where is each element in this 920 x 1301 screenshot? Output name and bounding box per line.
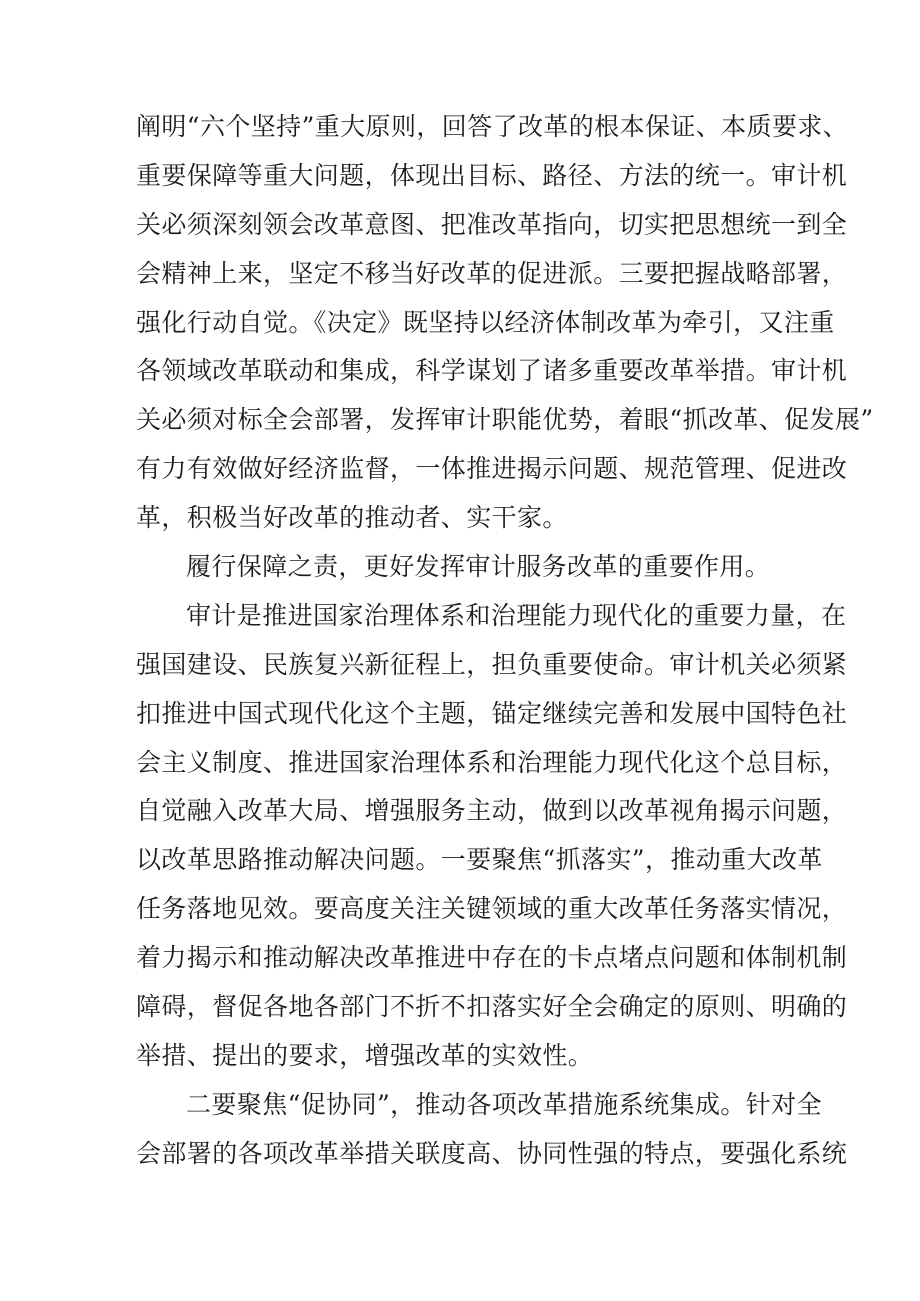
text-line: 举措、提出的要求，增强改革的实效性。 <box>136 1040 594 1070</box>
text-line: 履行保障之责，更好发挥审计服务改革的重要作用。 <box>186 552 771 582</box>
text-line: 强国建设、民族复兴新征程上，担负重要使命。审计机关必须紧 <box>136 649 848 679</box>
text-line: 会精神上来，坚定不移当好改革的促进派。三要把握战略部署， <box>136 258 848 288</box>
text-line: 各领域改革联动和集成，科学谋划了诸多重要改革举措。审计机 <box>136 356 848 386</box>
text-line: 会部署的各项改革举措关联度高、协同性强的特点，要强化系统 <box>136 1138 848 1168</box>
text-line: 扣推进中国式现代化这个主题，锚定继续完善和发展中国特色社 <box>136 698 848 728</box>
text-line: 二要聚焦“促协同”，推动各项改革措施系统集成。针对全 <box>186 1089 822 1119</box>
text-line: 重要保障等重大问题，体现出目标、路径、方法的统一。审计机 <box>136 160 848 190</box>
text-line: 自觉融入改革大局、增强服务主动，做到以改革视角揭示问题， <box>136 796 848 826</box>
text-line: 着力揭示和推动解决改革推进中存在的卡点堵点问题和体制机制 <box>136 943 848 973</box>
text-line: 障碍，督促各地各部门不折不扣落实好全会确定的原则、明确的 <box>136 992 848 1022</box>
text-line: 有力有效做好经济监督，一体推进揭示问题、规范管理、促进改 <box>136 454 848 484</box>
text-line: 会主义制度、推进国家治理体系和治理能力现代化这个总目标， <box>136 747 848 777</box>
text-line: 以改革思路推动解决问题。一要聚焦“抓落实”，推动重大改革 <box>136 845 823 875</box>
text-line: 关必须深刻领会改革意图、把准改革指向，切实把思想统一到全 <box>136 209 848 239</box>
text-line: 审计是推进国家治理体系和治理能力现代化的重要力量，在 <box>186 600 847 630</box>
text-line: 强化行动自觉。《决定》既坚持以经济体制改革为牵引，又注重 <box>136 307 835 337</box>
text-line: 革，积极当好改革的推动者、实干家。 <box>136 503 568 533</box>
body-text <box>136 103 874 1179</box>
text-line: 任务落地见效。要高度关注关键领域的重大改革任务落实情况， <box>136 894 848 924</box>
text-line: 阐明“六个坚持”重大原则，回答了改革的根本保证、本质要求、 <box>136 112 849 141</box>
text-line: 关必须对标全会部署，发挥审计职能优势，着眼“抓改革、促发展” <box>136 405 874 435</box>
